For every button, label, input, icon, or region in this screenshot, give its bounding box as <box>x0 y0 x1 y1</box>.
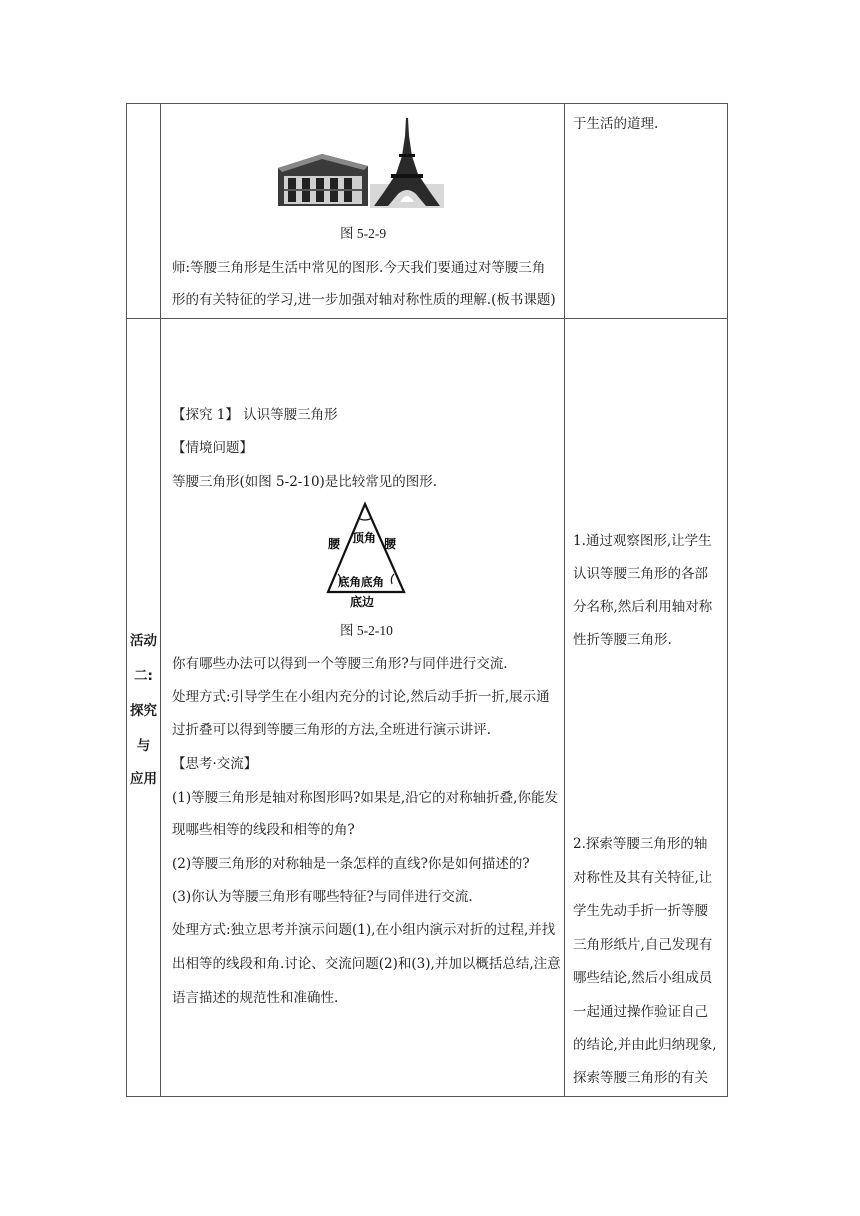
right-note2-line4: 三角形纸片,自己发现有 <box>573 937 713 953</box>
right-note2-line1: 2.探索等腰三角形的轴 <box>573 836 708 852</box>
right-note2-line2: 对称性及其有关特征,让 <box>573 870 713 886</box>
right-note2-line3: 学生先动手折一折等腰 <box>573 903 708 919</box>
method2-line1: 处理方式:独立思考并演示问题(1),在小组内演示对折的过程,并找 <box>172 922 556 938</box>
method2-line3: 语言描述的规范性和准确性. <box>172 990 339 1006</box>
table-left-border <box>126 103 127 1097</box>
col-divider-1 <box>160 103 161 1097</box>
think-title: 【思考·交流】 <box>172 756 258 772</box>
activity-label-2: 二: <box>134 668 153 684</box>
row-divider <box>126 318 728 319</box>
right-note1-line2: 认识等腰三角形的各部 <box>573 566 708 582</box>
triangle-label-base-angles: 底角底角 <box>338 575 384 589</box>
col-divider-2 <box>564 103 565 1097</box>
teacher-text-line2: 形的有关特征的学习,进一步加强对轴对称性质的理解.(板书课题) <box>172 292 556 308</box>
q2-text: (2)等腰三角形的对称轴是一条怎样的直线?你是如何描述的? <box>172 856 530 872</box>
figure-caption-5-2-10: 图 5-2-10 <box>340 623 393 638</box>
activity-label-5: 应用 <box>130 771 157 787</box>
right-note2-line8: 探索等腰三角形的有关 <box>573 1070 708 1086</box>
method2-line2: 出相等的线段和角.讨论、交流问题(2)和(3),并加以概括总结,注意 <box>172 956 561 972</box>
figure-building-and-tower <box>278 116 444 208</box>
explore-title: 【探究 1】 认识等腰三角形 <box>172 407 338 423</box>
teacher-text-line1: 师:等腰三角形是生活中常见的图形.今天我们要通过对等腰三角 <box>172 260 546 276</box>
question-text: 你有哪些办法可以得到一个等腰三角形?与同伴进行交流. <box>172 656 508 672</box>
method1-line1: 处理方式:引导学生在小组内充分的讨论,然后动手折一折,展示通 <box>172 689 550 705</box>
table-bottom-border <box>126 1096 728 1097</box>
triangle-label-apex: 顶角 <box>352 531 377 545</box>
right-note1-line3: 分名称,然后利用轴对称 <box>573 599 713 615</box>
situation-title: 【情境问题】 <box>172 440 253 456</box>
right-note2-line6: 一起通过操作验证自己 <box>573 1004 708 1020</box>
q1-line1: (1)等腰三角形是轴对称图形吗?如果是,沿它的对称轴折叠,你能发 <box>172 790 558 806</box>
method1-line2: 过折叠可以得到等腰三角形的方法,全班进行演示讲评. <box>172 722 492 738</box>
right-note1-line1: 1.通过观察图形,让学生 <box>573 533 712 549</box>
right-note-row1: 于生活的道理. <box>573 116 659 132</box>
timber-house-image <box>278 154 368 206</box>
q3-text: (3)你认为等腰三角形有哪些特征?与同伴进行交流. <box>172 889 473 905</box>
right-note1-line4: 性折等腰三角形. <box>573 632 672 648</box>
table-top-border <box>126 103 728 104</box>
figure-caption-5-2-9: 图 5-2-9 <box>340 226 387 241</box>
triangle-label-leg-left: 腰 <box>328 537 341 551</box>
right-note2-line7: 的结论,并由此归纳现象, <box>573 1037 717 1053</box>
activity-label-1: 活动 <box>130 633 157 649</box>
right-note2-line5: 哪些结论,然后小组成员 <box>573 970 713 986</box>
activity-label-3: 探究 <box>130 703 157 719</box>
triangle-label-leg-right: 腰 <box>384 537 397 551</box>
isosceles-triangle-figure <box>322 498 422 610</box>
activity-label-4: 与 <box>136 738 151 754</box>
q1-line2: 现哪些相等的线段和相等的角? <box>172 822 355 838</box>
eiffel-tower-image <box>370 118 444 208</box>
situation-text: 等腰三角形(如图 5-2-10)是比较常见的图形. <box>172 474 438 490</box>
triangle-label-base: 底边 <box>350 595 375 609</box>
table-right-border <box>727 103 728 1097</box>
